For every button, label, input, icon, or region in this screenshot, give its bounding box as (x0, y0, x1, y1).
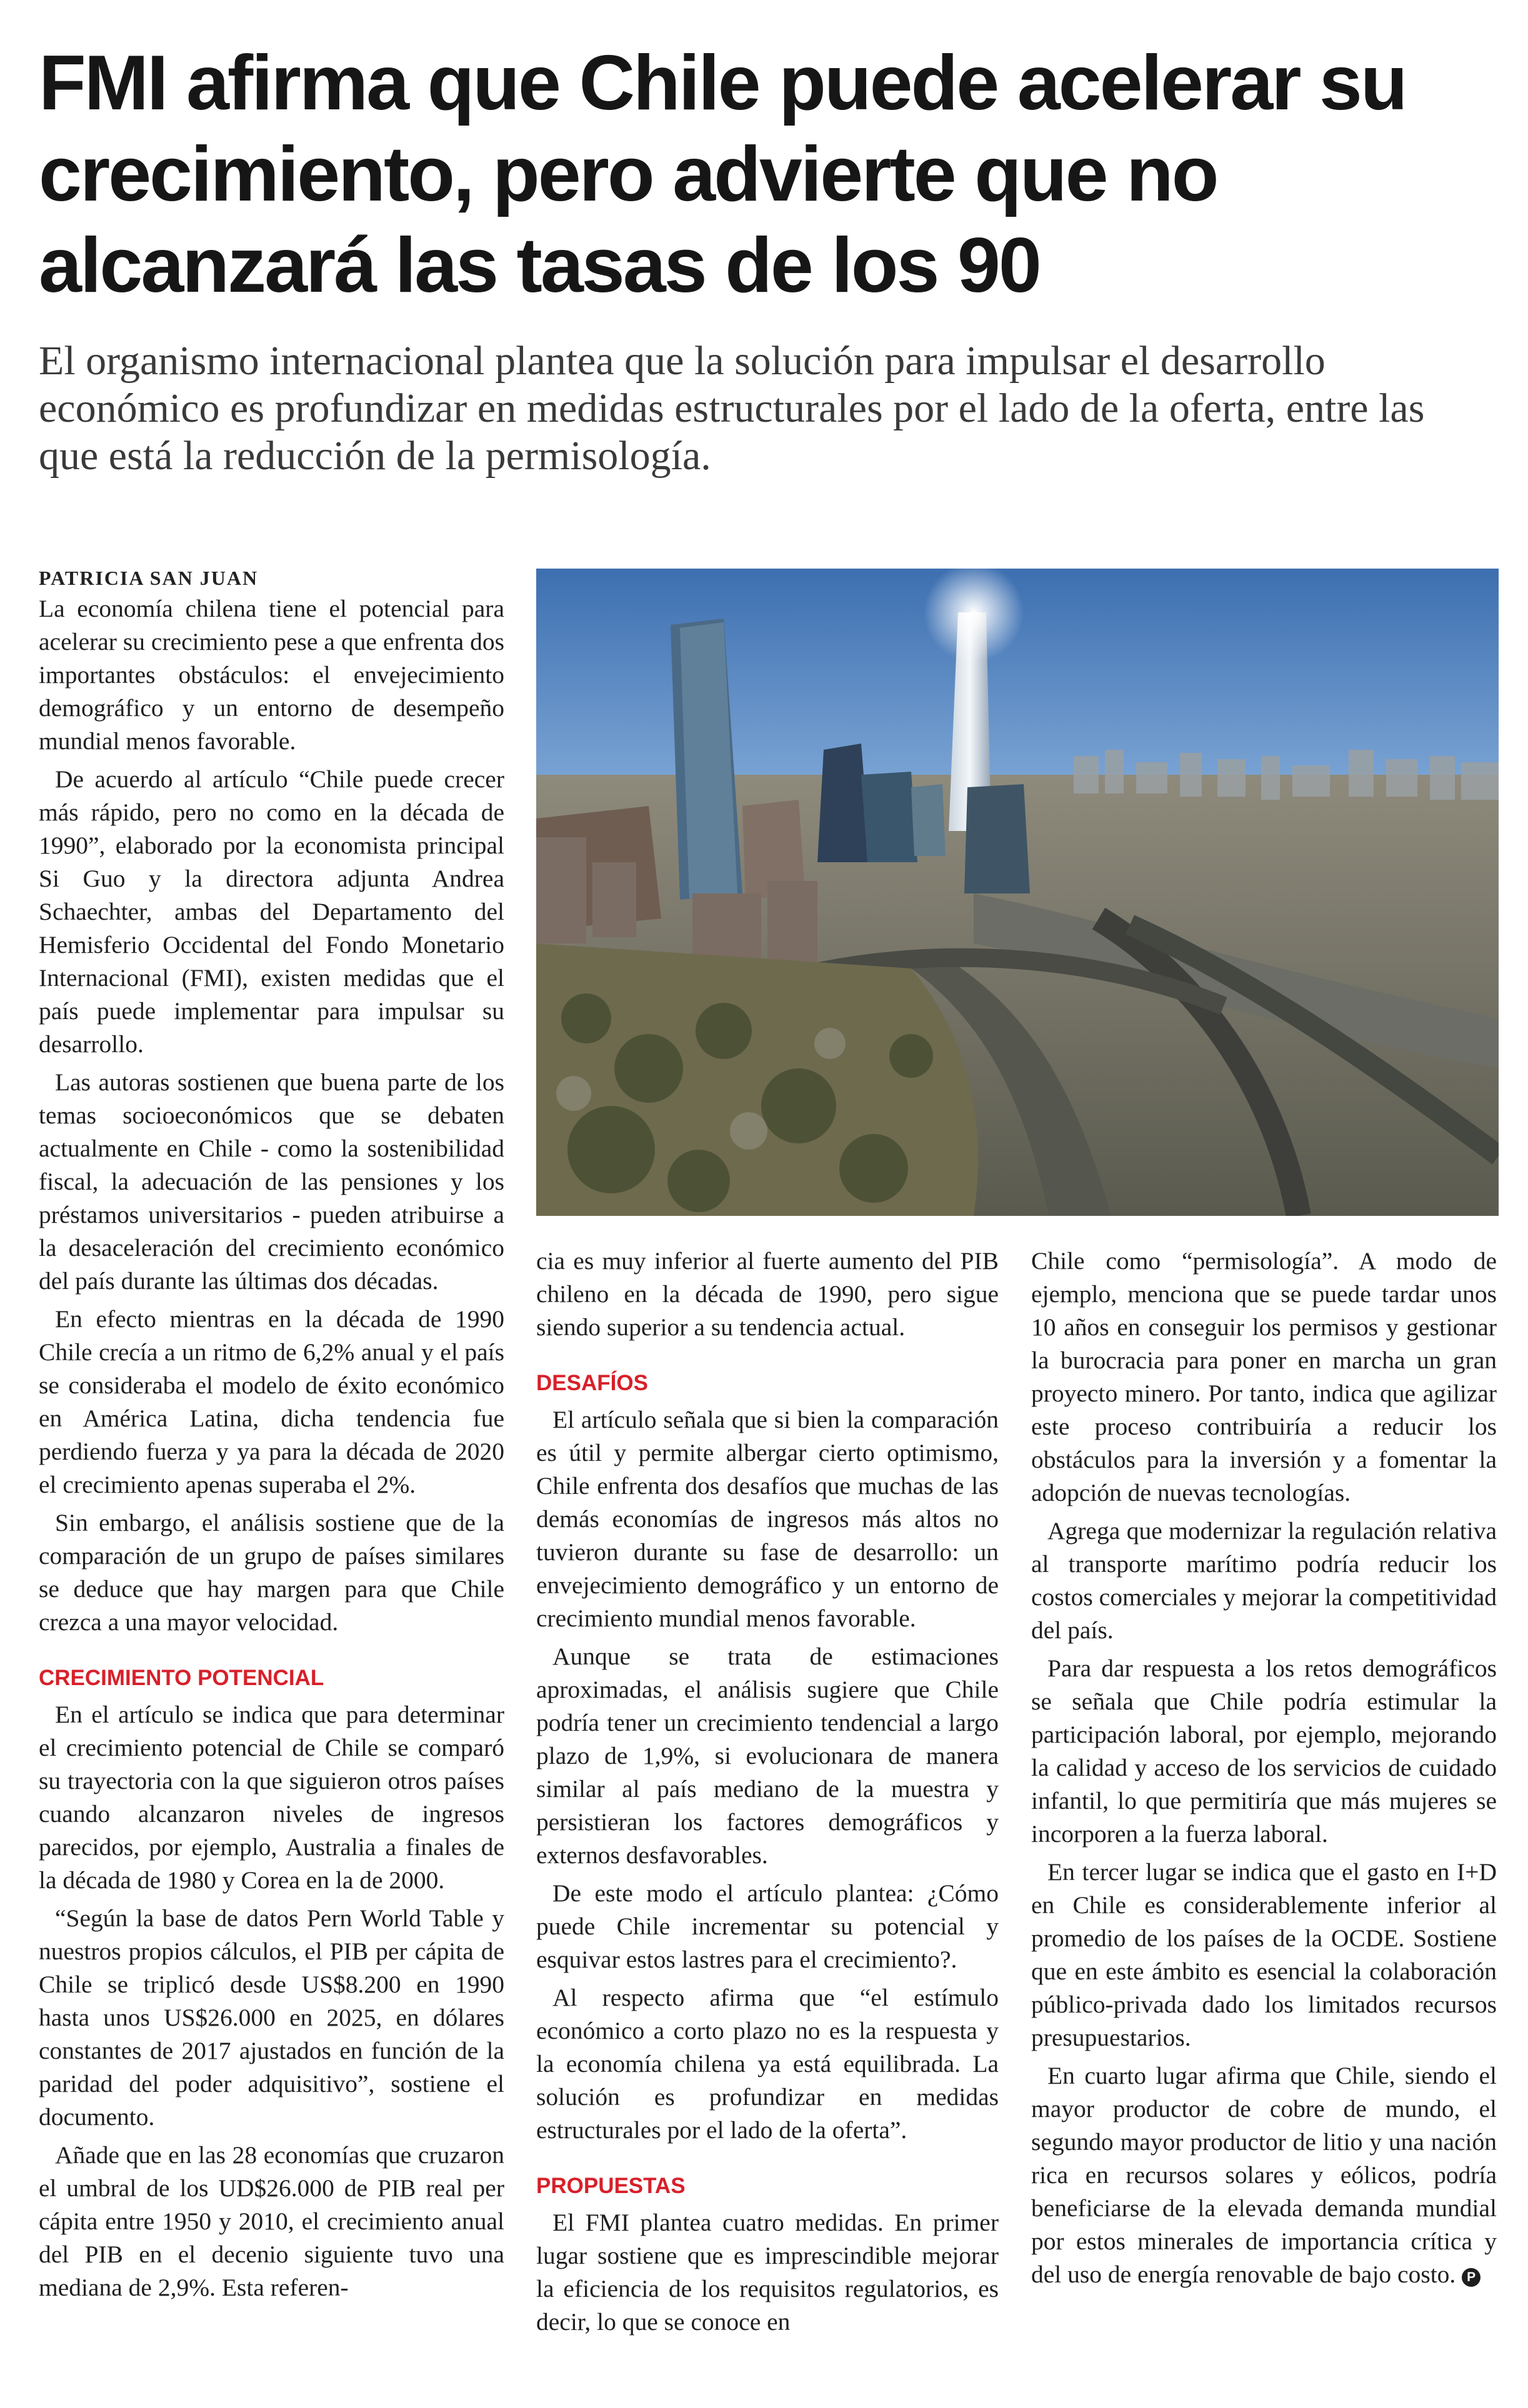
paragraph: En tercer lugar se indica que el gasto en I+D en Chile es considerablemente inferior al promedio de los países de la OCDE. Sostiene que en este ámbito es esencial la colaboración público-privada dado los limitados recursos presupuestarios. (1031, 1858, 1497, 2051)
paragraph: Añade que en las 28 economías que cruzaron el umbral de los UD$26.000 de PIB real per cápita entre 1950 y 2010, el crecimiento anual del PIB en el decenio siguiente tuvo una mediana de 2,9%. Esta referen- (39, 2141, 504, 2301)
deck-subtitle: El organismo internacional plantea que la solución para impulsar el desarrollo económico es profundizar en medidas estructurales por el lado de la oferta, entre las que está la reducción de la permisología. (39, 338, 1425, 479)
article-column-1 (39, 592, 504, 2309)
end-mark-icon: P (1462, 2268, 1481, 2287)
paragraph-text: En cuarto lugar afirma que Chile, siendo el mayor productor de cobre de mundo, el segundo mayor productor de litio y una nación rica en recursos solares y eólicos, podría beneficiarse de la elevada demanda mundial por estos minerales de importancia crítica y del uso de energía renovable de bajo costo. (1031, 2062, 1497, 2288)
section-heading: DESAFÍOS (536, 1371, 648, 1395)
paragraph: En el artículo se indica que para determinar el crecimiento potencial de Chile se comparó su trayectoria con la que siguieron otros países cuando alcanzaron niveles de ingresos parecidos, por ejemplo, Australia a finales de la década de 1980 y Corea en la de 2000. (39, 1701, 504, 1894)
byline: PATRICIA SAN JUAN (39, 567, 259, 589)
paragraph: En efecto mientras en la década de 1990 Chile crecía a un ritmo de 6,2% anual y el país se consideraba el modelo de éxito económico en América Latina, dicha tendencia fue perdiendo fuerza y ya para la década de 2020 el crecimiento apenas superaba el 2%. (39, 1305, 504, 1498)
article-column-3 (1031, 1245, 1497, 2296)
headline: FMI afirma que Chile puede acelerar su crecimiento, pero advierte que no alcanzará las tasas de los 90 (39, 40, 1406, 309)
article-photo (536, 569, 1499, 1216)
paragraph: Al respecto afirma que “el estímulo económico a corto plazo no es la respuesta y la economía chilena ya está equilibrada. La solución es profundizar en medidas estructurales por el lado de la oferta”. (536, 1984, 999, 2144)
paragraph: Las autoras sostienen que buena parte de los temas socioeconómicos que se debaten actualmente en Chile - como la sostenibilidad fiscal, la adecuación de las pensiones y los préstamos universitarios - pueden atribuirse a la desaceleración del crecimiento económico del país durante las últimas dos décadas. (39, 1068, 504, 1295)
paragraph: cia es muy inferior al fuerte aumento del PIB chileno en la década de 1990, pero sigue siendo superior a su tendencia actual. (536, 1247, 999, 1341)
paragraph: La economía chilena tiene el potencial para acelerar su crecimiento pese a que enfrenta dos importantes obstáculos: el envejecimiento demográfico y un entorno de desempeño mundial menos favorable. (39, 595, 504, 755)
section-heading: PROPUESTAS (536, 2174, 686, 2198)
section-heading: CRECIMIENTO POTENCIAL (39, 1666, 324, 1690)
paragraph: De este modo el artículo plantea: ¿Cómo puede Chile incrementar su potencial y esquivar estos lastres para el crecimiento?. (536, 1879, 999, 1973)
paragraph: Chile como “permisología”. A modo de ejemplo, menciona que se puede tardar unos 10 años en conseguir los permisos y gestionar la burocracia para poner en marcha un gran proyecto minero. Por tanto, indica que agilizar este proceso contribuiría a reducir los obstáculos para la inversión y a fomentar la adopción de nuevas tecnologías. (1031, 1247, 1497, 1506)
article-column-2 (536, 1245, 999, 2344)
paragraph: Aunque se trata de estimaciones aproximadas, el análisis sugiere que Chile podría tener un crecimiento tendencial a largo plazo de 1,9%, si evolucionara de manera similar al país mediano de la muestra y persistieran los factores demográficos y externos desfavorables. (536, 1643, 999, 1869)
paragraph (1031, 2059, 1497, 2291)
paragraph: De acuerdo al artículo “Chile puede crecer más rápido, pero no como en la década de 1990”, elaborado por la economista principal Si Guo y la directora adjunta Andrea Schaechter, ambas del Departamento del Hemisferio Occidental del Fondo Monetario Internacional (FMI), existen medidas que el país puede implementar para impulsar su desarrollo. (39, 765, 504, 1058)
paragraph: “Según la base de datos Pern World Table y nuestros propios cálculos, el PIB per cápita de Chile se triplicó desde US$8.200 en 1990 hasta unos US$26.000 en 2025, en dólares constantes de 2017 ajustados en función de la paridad del poder adquisitivo”, sostiene el documento. (39, 1904, 504, 2131)
paragraph: Para dar respuesta a los retos demográficos se señala que Chile podría estimular la participación laboral, por ejemplo, mejorando la calidad y acceso de los servicios de cuidado infantil, lo que permitiría que más mujeres se incorporen a la fuerza laboral. (1031, 1654, 1497, 1848)
paragraph: El artículo señala que si bien la comparación es útil y permite albergar cierto optimismo, Chile enfrenta dos desafíos que muchas de las demás economías de ingresos más altos no tuvieron durante su fase de desarrollo: un envejecimiento demográfico y un entorno de crecimiento mundial menos favorable. (536, 1406, 999, 1632)
paragraph: El FMI plantea cuatro medidas. En primer lugar sostiene que es imprescindible mejorar la eficiencia de los requisitos regulatorios, es decir, lo que se conoce en (536, 2209, 999, 2336)
santiago-skyline-image (536, 569, 1499, 1216)
paragraph: Sin embargo, el análisis sostiene que de la comparación de un grupo de países similares se deduce que hay margen para que Chile crezca a una mayor velocidad. (39, 1509, 504, 1636)
paragraph: Agrega que modernizar la regulación relativa al transporte marítimo podría reducir los costos comerciales y mejorar la competitividad del país. (1031, 1517, 1497, 1644)
